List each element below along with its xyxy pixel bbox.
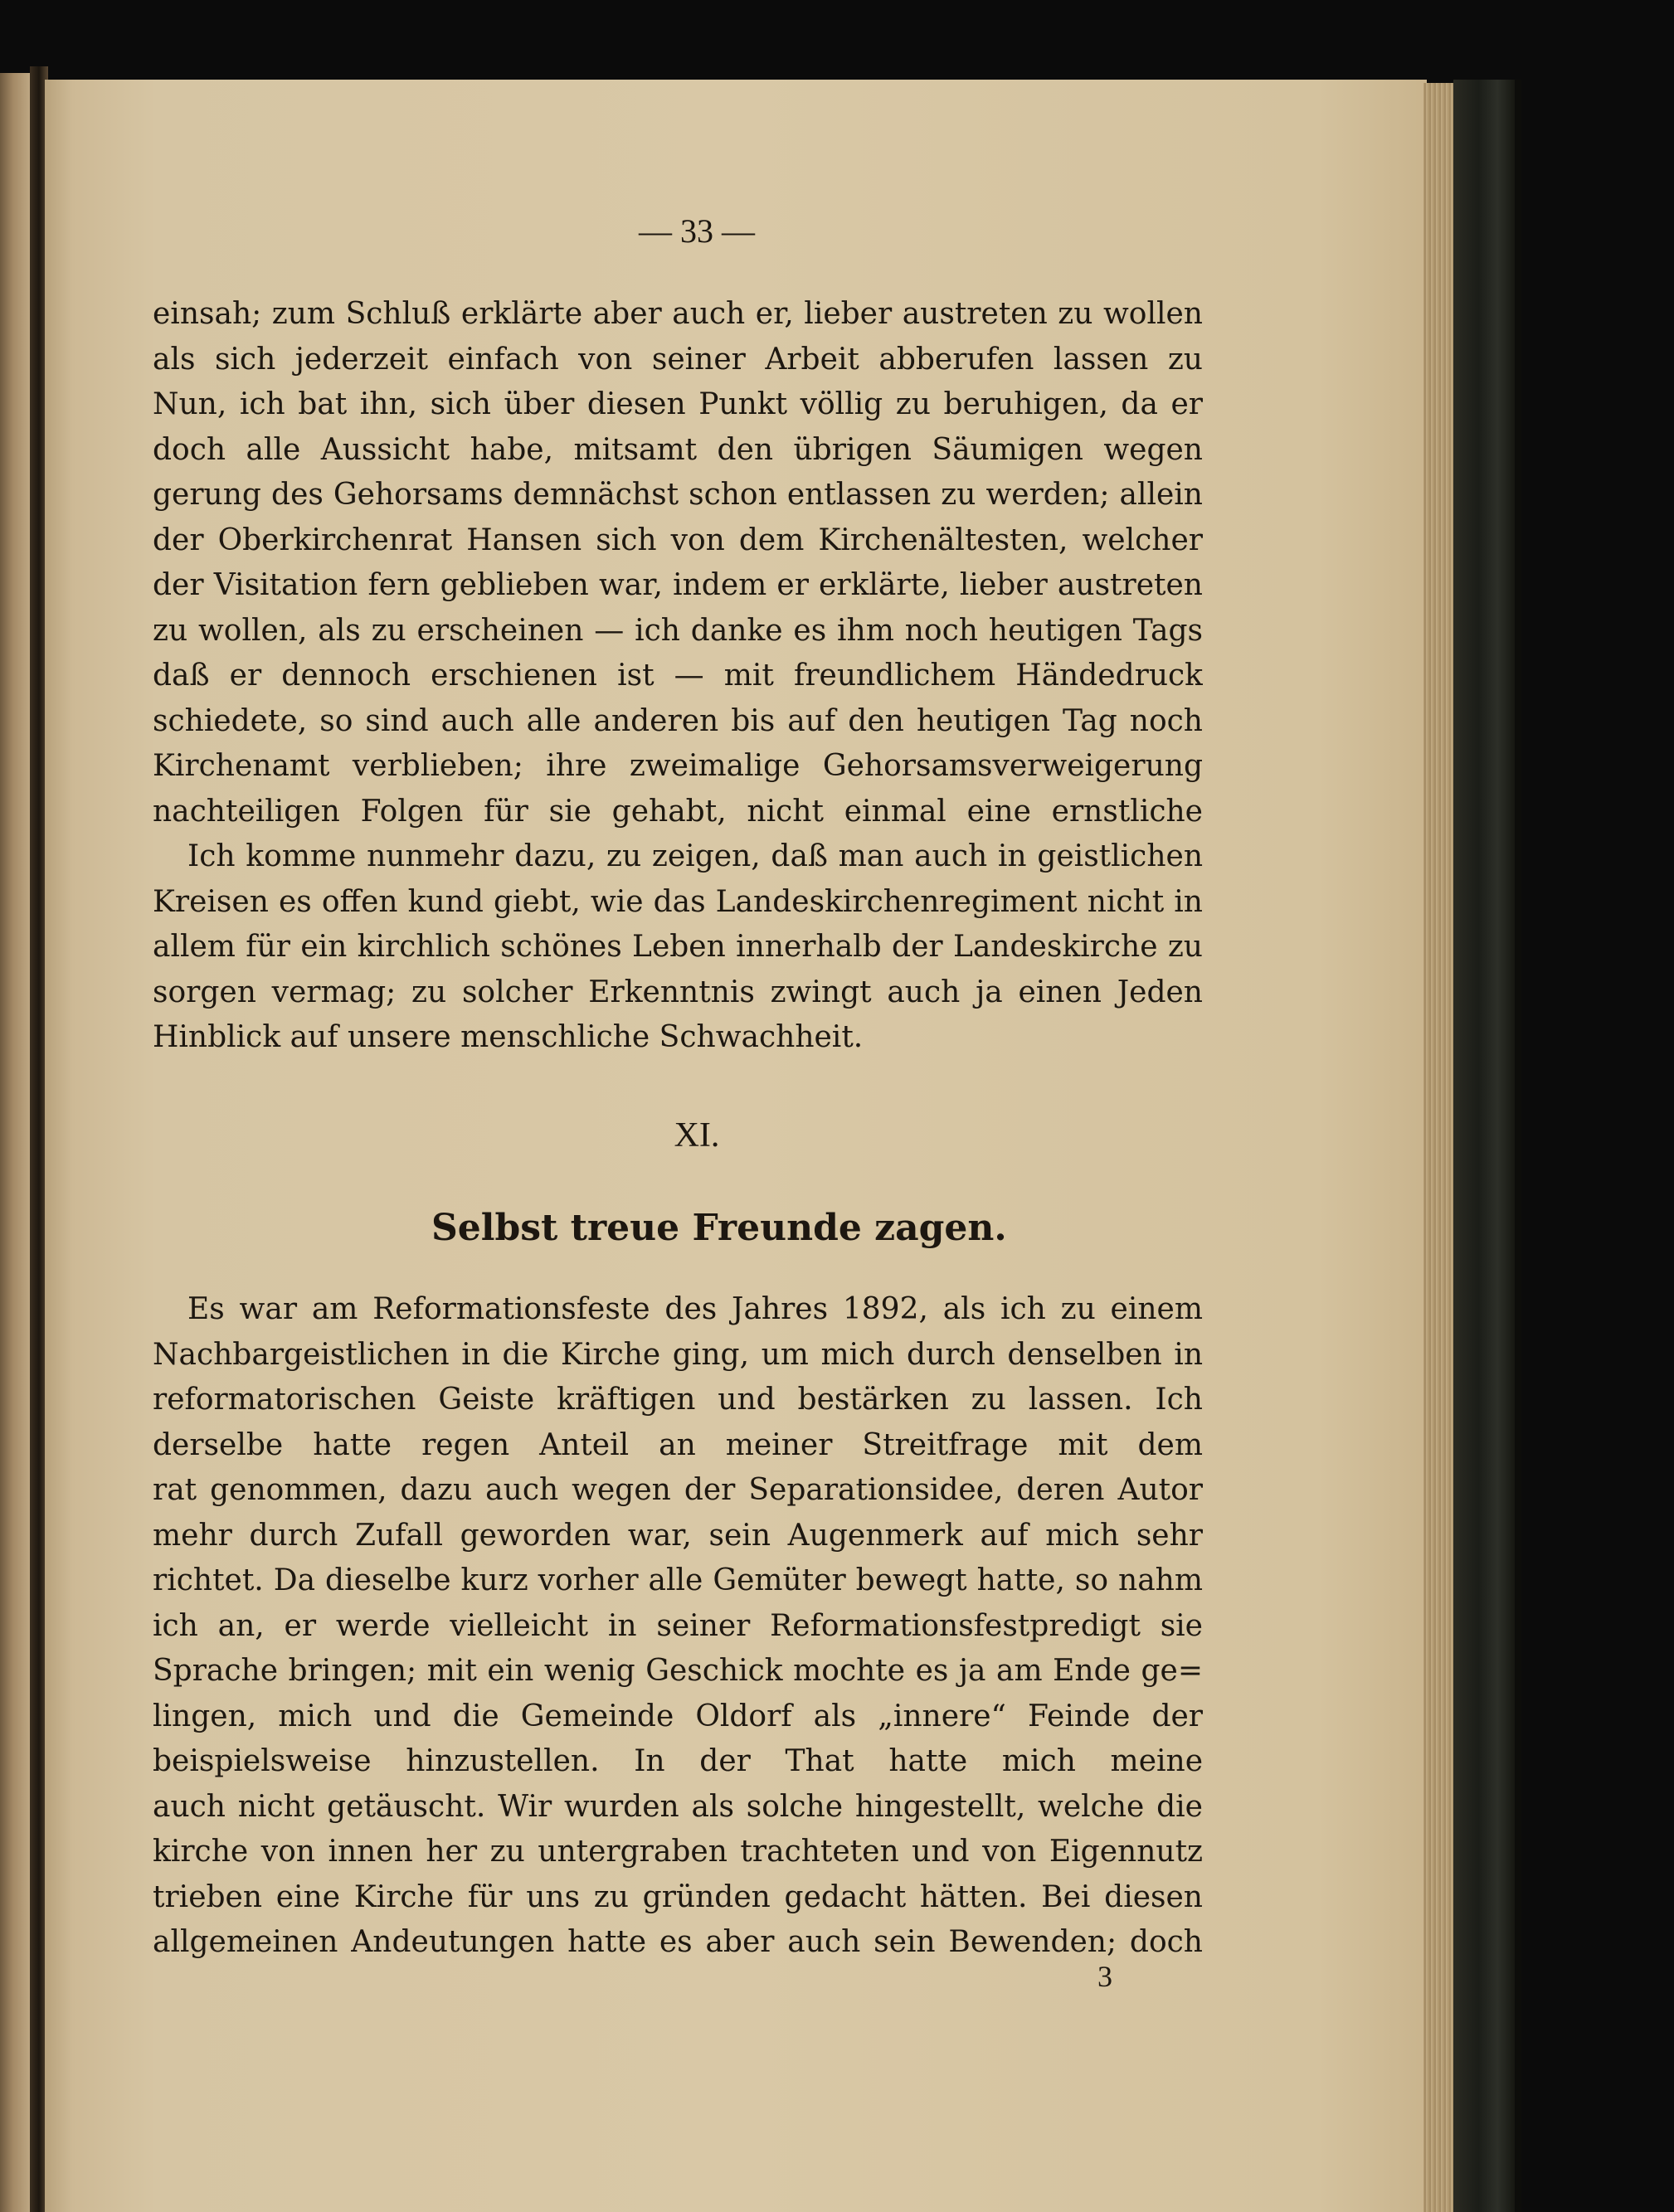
- chapter-title: Selbst treue Freunde zagen.: [431, 1207, 1007, 1249]
- body-text-continued: [153, 292, 1203, 1061]
- text-line: ich an, er werde vielleicht in seiner Reformationsfestpredigt sie: [153, 1608, 1203, 1643]
- text-line: rat genommen, dazu auch wegen der Separationsidee, deren Autor: [153, 1473, 1203, 1507]
- signature-mark: 3: [1097, 1960, 1112, 1993]
- page-number: — 33 —: [639, 212, 755, 250]
- text-line: allem für ein kirchlich schönes Leben innerhalb der Landeskirche zu: [153, 930, 1203, 964]
- text-line: reformatorischen Geiste kräftigen und bestärken zu lassen. Ich: [153, 1383, 1203, 1417]
- text-line: Nun, ich bat ihn, sich über diesen Punkt völlig zu beruhigen, da er: [153, 387, 1203, 421]
- text-line: daß er dennoch erschienen ist — mit freundlichem Händedruck: [153, 659, 1203, 693]
- text-line: trieben eine Kirche für uns zu gründen gedacht hätten. Bei diesen: [153, 1879, 1203, 1914]
- text-line: der Oberkirchenrat Hansen sich von dem Kirchenältesten, welcher: [153, 523, 1203, 557]
- text-line: allgemeinen Andeutungen hatte es aber auch sein Bewenden; doch: [153, 1925, 1203, 1959]
- text-line: der Visitation fern geblieben war, indem er erklärte, lieber austreten: [153, 568, 1203, 602]
- text-line: kirche von innen her zu untergraben trachteten und von Eigennutz: [153, 1835, 1203, 1869]
- text-line: sorgen vermag; zu solcher Erkenntnis zwingt auch ja einen Jeden: [153, 975, 1203, 1009]
- text-line: richtet. Da dieselbe kurz vorher alle Gemüter bewegt hatte, so nahm: [153, 1563, 1203, 1597]
- chapter-number: XI.: [674, 1116, 720, 1155]
- text-line: derselbe hatte regen Anteil an meiner Streitfrage mit dem: [153, 1427, 1203, 1462]
- text-line: Kreisen es offen kund giebt, wie das Landeskirchenregiment nicht in: [153, 884, 1203, 919]
- text-line: Kirchenamt verblieben; ihre zweimalige Gehorsamsverweigerung: [153, 749, 1203, 783]
- text-line: mehr durch Zufall geworden war, sein Augenmerk auf mich sehr: [153, 1518, 1203, 1553]
- text-line: auch nicht getäuscht. Wir wurden als solche hingestellt, welche die: [153, 1789, 1203, 1824]
- text-line: beispielsweise hinzustellen. In der That hatte mich meine: [153, 1744, 1203, 1778]
- text-line: einsah; zum Schluß erklärte aber auch er, lieber austreten zu wollen: [153, 297, 1203, 331]
- chapter-body-text: [153, 1287, 1203, 1966]
- book-cover: [1453, 80, 1516, 2212]
- text-line: zu wollen, als zu erscheinen — ich danke es ihm noch heutigen Tags: [153, 613, 1203, 648]
- text-line: Nachbargeistlichen in die Kirche ging, um mich durch denselben in: [153, 1337, 1203, 1372]
- text-line: Hinblick auf unsere menschliche Schwachheit.: [153, 1020, 864, 1054]
- text-line: gerung des Gehorsams demnächst schon entlassen zu werden; allein: [153, 478, 1203, 512]
- text-line: Sprache bringen; mit ein wenig Geschick mochte es ja am Ende ge=: [153, 1654, 1203, 1688]
- previous-page-edge: [0, 73, 33, 2212]
- text-line: Es war am Reformationsfeste des Jahres 1892, als ich zu einem: [187, 1292, 1203, 1326]
- text-line: nachteiligen Folgen für sie gehabt, nicht einmal eine ernstliche: [153, 794, 1203, 829]
- text-line: als sich jederzeit einfach von seiner Arbeit abberufen lassen zu: [153, 342, 1203, 377]
- text-line: Ich komme nunmehr dazu, zu zeigen, daß man auch in geistlichen: [187, 839, 1203, 873]
- text-line: schiedete, so sind auch alle anderen bis auf den heutigen Tag noch: [153, 703, 1203, 738]
- book-cover-edge: [1515, 80, 1521, 2212]
- text-line: doch alle Aussicht habe, mitsamt den übrigen Säumigen wegen: [153, 432, 1203, 467]
- text-line: lingen, mich und die Gemeinde Oldorf als „innere“ Feinde der: [153, 1699, 1203, 1733]
- page-edges: [1423, 83, 1457, 2212]
